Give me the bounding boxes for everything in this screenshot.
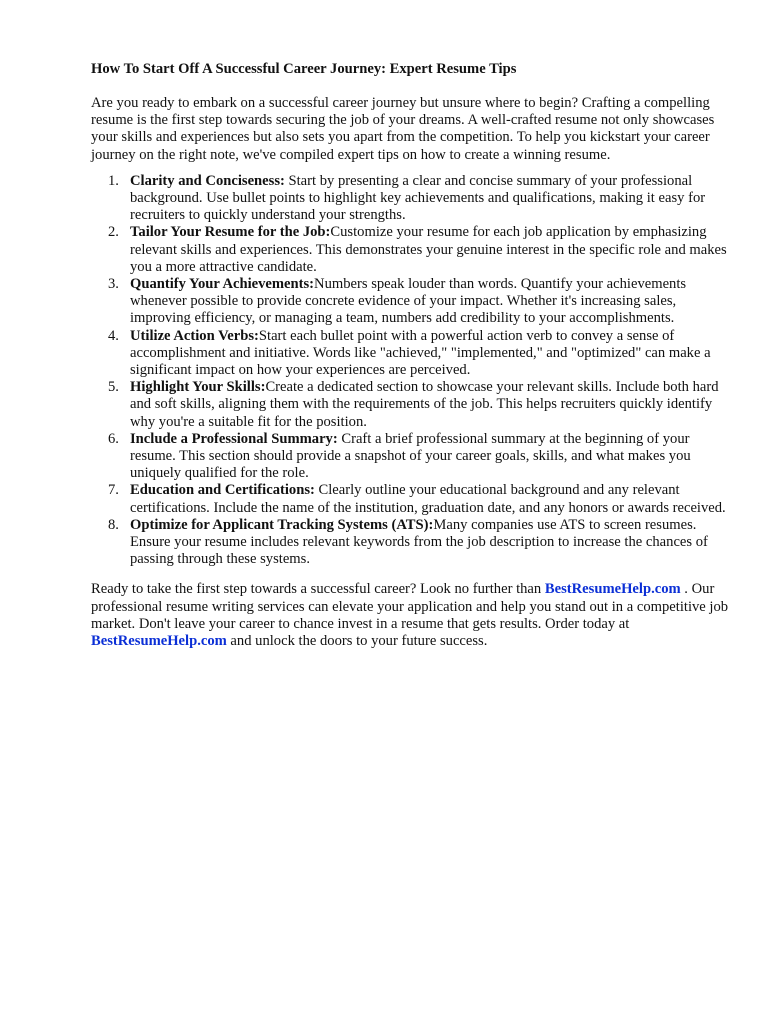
list-item [108, 430, 731, 483]
list-item [108, 379, 731, 431]
tip-text: Craft a brief professional summary at the beginning of your resume. This section should provide a snapshot of your career goals, skills, and what makes you uniquely qualified for the role. [130, 430, 691, 482]
document-page [91, 61, 731, 650]
closing-text-1: Ready to take the first step towards a successful career? Look no further than [91, 581, 545, 598]
tip-heading: Education and Certifications: [130, 482, 315, 499]
list-item-number: 3. [108, 276, 119, 293]
list-item-number: 4. [108, 327, 119, 344]
tip-heading: Include a Professional Summary: [130, 430, 338, 447]
list-item-number: 1. [108, 172, 119, 189]
list-item [108, 482, 731, 516]
tip-heading: Optimize for Applicant Tracking Systems (ATS): [130, 516, 434, 533]
tip-text: Start by presenting a clear and concise summary of your professional background. Use bullet points to highlight key achievements and qualifications, making it easy for recruiters to quickly understand your strengths. [130, 172, 706, 224]
tip-heading: Tailor Your Resume for the Job: [130, 224, 331, 241]
list-item-number: 5. [108, 379, 119, 396]
closing-text-2: . Our professional resume writing services can elevate your application and help you stand out in a competitive job market. Don't leave your career to chance invest in a resume that gets results. Order today at [91, 581, 729, 632]
bestresumehelp-link-2[interactable]: BestResumeHelp.com [91, 633, 227, 650]
tip-heading: Quantify Your Achievements: [130, 276, 315, 293]
closing-text-3: and unlock the doors to your future success. [226, 633, 488, 650]
list-item [108, 327, 731, 380]
tip-heading: Clarity and Conciseness: [130, 172, 285, 189]
list-item-number: 7. [108, 482, 119, 499]
tip-heading: Utilize Action Verbs: [130, 327, 259, 344]
list-item-number: 8. [108, 516, 119, 533]
intro-paragraph: Are you ready to embark on a successful career journey but unsure where to begin? Crafting a compelling resume is the first step towards securing the job of your dreams. A well-crafted resume not only showcases your skills and experiences but also sets you apart from the competition. To help you kickstart your career journey on the right note, we've compiled expert tips on how to create a winning resume. [91, 95, 715, 163]
tip-text: Clearly outline your educational background and any relevant certifications. Include the name of the institution, graduation date, and any honors or awards received. [130, 482, 726, 516]
tip-text: Customize your resume for each job application by emphasizing relevant skills and experiences. This demonstrates your genuine interest in the specific role and makes you a more attractive candidate. [130, 224, 727, 275]
tip-heading: Highlight Your Skills: [130, 379, 266, 396]
tip-text: Numbers speak louder than words. Quantify your achievements whenever possible to provide concrete evidence of your impact. Whether it's increasing sales, improving efficiency, or managing a team, numbers add credibility to your accomplishments. [130, 276, 687, 327]
list-item-number: 6. [108, 430, 119, 447]
bestresumehelp-link[interactable]: BestResumeHelp.com [544, 581, 681, 598]
closing-paragraph [91, 581, 731, 650]
tip-text: Many companies use ATS to screen resumes. Ensure your resume includes relevant keywords from the job description to increase the chances of passing through these systems. [130, 516, 708, 568]
tip-text: Start each bullet point with a powerful action verb to convey a sense of accomplishment and initiative. Words like "achieved," "implemented," and "optimized" can make a significant impact on how your experiences are perceived. [130, 327, 711, 379]
list-item [108, 276, 731, 328]
list-item-number: 2. [108, 224, 119, 241]
tips-list [91, 173, 731, 569]
list-item [108, 224, 731, 276]
list-item [108, 172, 731, 225]
page-title: How To Start Off A Successful Career Journey: Expert Resume Tips [91, 61, 517, 77]
list-item [108, 516, 731, 569]
tip-text: Create a dedicated section to showcase your relevant skills. Include both hard and soft skills, aligning them with the requirements of the job. This helps recruiters quickly identify why you're a suitable fit for the position. [130, 379, 719, 430]
